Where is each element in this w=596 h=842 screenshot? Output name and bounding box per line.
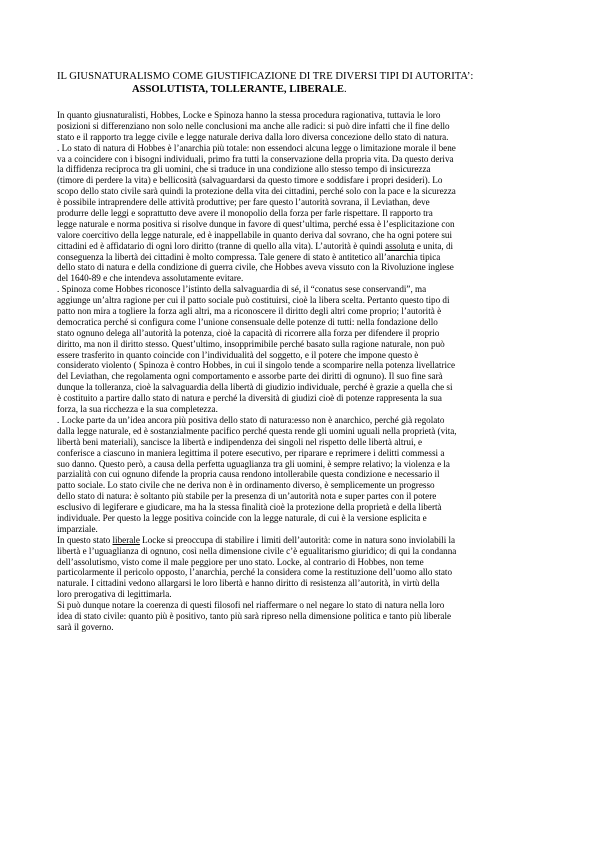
body-line: esclusivo di legiferare e giudicare, ma ha la stessa finalità cioè la protezione della proprietà e della libertà: [57, 502, 442, 513]
body-line: dunque la tolleranza, cioè la salvaguardia della libertà di giudizio individuale, perché è grazie a quella che si: [57, 382, 453, 393]
body-line: imparziale.: [57, 523, 98, 534]
body-line: del 1640-89 e che intendeva assolutamente evitare.: [57, 273, 244, 284]
underlined-word: assoluta: [385, 240, 415, 251]
body-line: (timore di perdere la vita) e bellicosità (salvaguardarsi da questo timore e soddisfare i propri desideri). Lo: [57, 175, 443, 186]
body-line: stato ognuno delega all’autorità la potenza, cioè la capacità di ricorrere alla forza per difendere il proprio: [57, 327, 440, 338]
body-line: scopo dello stato civile sarà quindi la protezione della vita dei cittadini, perché solo con la pace e la sicurezza: [57, 186, 456, 197]
body-line: forza, la sua ricchezza e la sua completezza.: [57, 404, 218, 415]
body-line: considerato violento ( Spinoza è contro Hobbes, in cui il singolo tende a scomparire nella potenza livellatrice: [57, 360, 456, 371]
body-line: legge naturale e norma positiva si risolve dunque in favore di quest’ultima, perché essa è l’esplicitazione con: [57, 218, 455, 229]
body-line: . Spinoza come Hobbes riconosce l’istinto della salvaguardia di sé, il “conatus sese conservandi”, ma: [57, 284, 427, 295]
body-line: idea di stato civile: quanto più è positivo, tanto più sarà ripreso nella dimensione politica e tanto più liberale: [57, 610, 452, 621]
body-line: valore coercitivo della legge naturale, ed è inappellabile in quanto deriva dal sovrano, che ha ogni potere sui: [57, 229, 453, 240]
body-line: cittadini ed è affidatario di ogni loro diritto (tranne di quello alla vita). L’autorità è quindi assoluta e unita, di: [57, 240, 454, 251]
document-title-line-2: [132, 83, 347, 96]
body-line: produrre delle leggi e soprattutto deve avere il monopolio della forza per farle rispettare. Il rapporto tra: [57, 208, 433, 219]
body-line: conferisce a ciascuno in maniera legittima il potere esecutivo, per riparare e reprimere i delitti commessi a: [57, 447, 445, 458]
body-line: Si può dunque notare la coerenza di questi filosofi nel riaffermare o nel negare lo stato di natura nella loro: [57, 600, 445, 611]
body-line: aggiunge un’altra ragione per cui il patto sociale può costituirsi, cioè la libera scelta. Pertanto questo tipo di: [57, 295, 450, 306]
body-line: individuale. Per questo la legge positiva coincide con la legge naturale, di cui è la versione esplicita e: [57, 512, 427, 523]
body-line: In quanto giusnaturalisti, Hobbes, Locke e Spinoza hanno la stessa procedura ragionativa, tuttavia le loro: [57, 110, 441, 120]
body-line: patto sociale. Lo stato civile che ne deriva non è in ordinamento diverso, è semplicemente un progresso: [57, 480, 435, 491]
body-line: parzialità con cui ognuno difende la propria causa rendono intollerabile questa condizione e necessario il: [57, 469, 440, 480]
document-title-line-1: IL GIUSNATURALISMO COME GIUSTIFICAZIONE DI TRE DIVERSI TIPI DI AUTORITA’:: [57, 71, 474, 82]
body-line: loro prerogativa di legittimarla.: [57, 589, 172, 600]
body-line: conseguenza la libertà dei cittadini è molto compressa. Tale genere di stato è antitetico all’anarchia tipica: [57, 251, 441, 262]
body-line: libertà e l’uguaglianza di ognuno, così nella dimensione civile c’è egualitarismo giuridico; di qui la condanna: [57, 545, 457, 556]
body-line: diritto, ma non il diritto stesso. Quest’ultimo, insopprimibile perché basato sulla ragione naturale, non può: [57, 338, 445, 349]
body-line: . Locke parte da un’idea ancora più positiva dello stato di natura:esso non è anarchico, perché già regolato: [57, 414, 445, 425]
body-line: suo danno. Questo però, a causa della perfetta uguaglianza tra gli uomini, è sempre relativo; la violenza e la: [57, 458, 450, 469]
body-line: democratica perché si configura come l’unione consensuale delle potenze di tutti: nella fondazione dello: [57, 316, 438, 327]
body-line: . Lo stato di natura di Hobbes è l’anarchia più totale: non essendoci alcuna legge o limitazione morale il bene: [57, 142, 456, 153]
document-body: [57, 110, 557, 633]
body-line: patto non mira a togliere la forza agli altri, ma a riconoscere il diritto degli altri come proprio; l’autorità è: [57, 306, 442, 317]
body-line: naturale. I cittadini vedono allargarsi le loro libertà e hanno diritto di resistenza all’autorità, in virtù della: [57, 578, 440, 589]
underlined-word: liberale: [112, 534, 140, 545]
body-line: dello stato di natura e della condizione di guerra civile, che Hobbes aveva vissuto con la Rivoluzione inglese: [57, 262, 454, 273]
body-line: dello stato di natura: è soltanto più stabile per la presenza di un’autorità nota e super partes con il potere: [57, 491, 437, 502]
body-line: essere trasferito in quanto coincide con l’individualità del soggetto, e il potere che impone questo è: [57, 349, 419, 360]
body-line: stato e il rapporto tra legge civile e legge naturale deriva dalla loro diversa concezione dello stato di natura.: [57, 131, 449, 142]
body-line: libertà beni materiali), sancisce la libertà e indipendenza dei singoli nel rispetto delle libertà altrui, e: [57, 436, 423, 447]
body-line: particolarmente il pericolo opposto, l’anarchia, perché la considera come la restituzione dell’uomo allo stato: [57, 567, 453, 578]
body-line: In questo stato liberale Locke si preoccupa di stabilire i limiti dell’autorità: come in natura sono inviolabili la: [57, 534, 456, 545]
body-line: dell’assolutismo, visto come il male peggiore per uno stato. Locke, al contrario di Hobbes, non teme: [57, 556, 424, 567]
body-line: è possibile intraprendere delle attività produttive; per fare questo l’autorità sovrana, il Leviathan, deve: [57, 197, 430, 208]
title-period: .: [343, 84, 347, 95]
body-line: è costituito a partire dallo stato di natura e perché la diversità di giudizi cioè di potenze rappresenta la sua: [57, 393, 442, 404]
body-line: va a coincidere con i bisogni individuali, primo fra tutti la conservazione della propria vita. Da questo deriva: [57, 153, 454, 164]
body-line: posizioni si differenziano non solo nelle conclusioni ma anche alle radici: si può dire infatti che il fine dello: [57, 120, 450, 131]
body-line: dalla legge naturale, ed è sostanzialmente pacifico perché questa rende gli uomini uguali nella proprietà (vita,: [57, 425, 457, 436]
body-line: la diffidenza reciproca tra gli uomini, che si traduce in una condizione allo stesso tempo di insicurezza: [57, 164, 431, 175]
title-subtitle-bold: ASSOLUTISTA, TOLLERANTE, LIBERALE: [132, 84, 344, 95]
body-line: del Leviathan, che regolamenta ogni comportamento e assorbe parte dei diritti di ognuno). Il suo fine sarà: [57, 371, 443, 382]
body-line: sarà il governo.: [57, 621, 114, 632]
